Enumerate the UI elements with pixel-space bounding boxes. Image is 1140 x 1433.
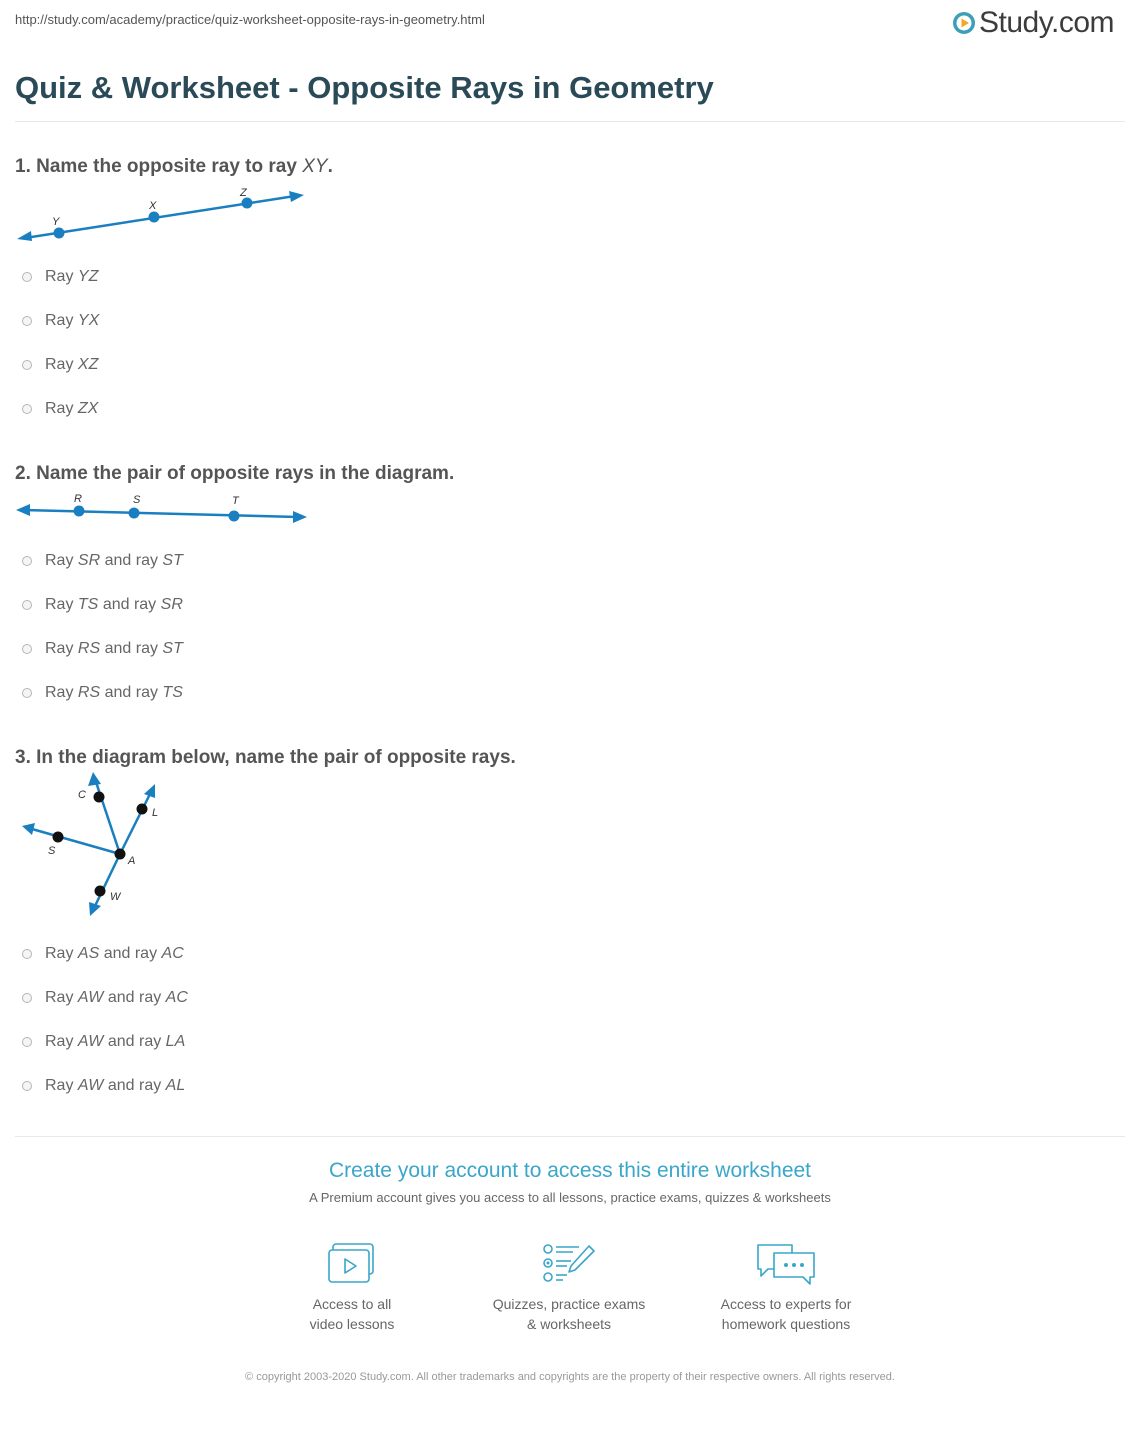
radio-button[interactable]	[22, 1037, 32, 1047]
point-l	[137, 804, 148, 815]
label-t: T	[232, 495, 239, 507]
feature-label: Quizzes, practice exams & worksheets	[492, 1296, 646, 1332]
point-r	[74, 506, 85, 517]
q2-option-3[interactable]: Ray RS and ray ST	[22, 640, 183, 658]
feature-video-lessons	[252, 1242, 452, 1334]
question-2: 2. Name the pair of opposite rays in the diagram.	[15, 463, 455, 484]
label-c: C	[78, 789, 86, 801]
label-r: R	[74, 493, 82, 505]
play-logo-icon	[952, 11, 976, 35]
q1-option-1[interactable]: Ray YZ	[22, 268, 98, 286]
radio-button[interactable]	[22, 272, 32, 282]
question-1: 1. Name the opposite ray to ray XY.	[15, 156, 333, 177]
feature-experts	[686, 1242, 886, 1334]
feature-label: Access to experts for homework questions	[720, 1296, 852, 1332]
point-x	[149, 212, 160, 223]
label-w: W	[110, 891, 121, 903]
radio-button[interactable]	[22, 556, 32, 566]
video-lessons-icon	[326, 1242, 378, 1286]
q3-option-4[interactable]: Ray AW and ray AL	[22, 1077, 185, 1095]
divider	[15, 1136, 1125, 1137]
q3-option-2[interactable]: Ray AW and ray AC	[22, 989, 188, 1007]
cta-subtitle: A Premium account gives you access to all lessons, practice exams, quizzes & worksheets	[309, 1190, 831, 1205]
radio-button[interactable]	[22, 404, 32, 414]
arrowhead-w	[89, 902, 101, 916]
radio-button[interactable]	[22, 644, 32, 654]
q1-option-2[interactable]: Ray YX	[22, 312, 99, 330]
arrowhead-c	[88, 772, 101, 786]
radio-button[interactable]	[22, 1081, 32, 1091]
q2-option-1[interactable]: Ray SR and ray ST	[22, 552, 183, 570]
q1-option-3[interactable]: Ray XZ	[22, 356, 98, 374]
arrowhead-l	[144, 784, 155, 798]
line-yxz	[25, 196, 295, 238]
copyright-notice: © copyright 2003-2020 Study.com. All other trademarks and copyrights are the property of their respective owners. All rights reserved.	[245, 1371, 895, 1383]
chat-experts-icon	[754, 1242, 818, 1286]
radio-button[interactable]	[22, 993, 32, 1003]
label-a: A	[128, 855, 136, 867]
radio-button[interactable]	[22, 688, 32, 698]
ray-as	[32, 829, 120, 854]
label-x: X	[149, 200, 157, 212]
create-account-link[interactable]: Create your account to access this entire worksheet	[328, 1159, 812, 1182]
line-rst	[23, 510, 298, 517]
point-s	[129, 508, 140, 519]
question-3: 3. In the diagram below, name the pair of opposite rays.	[15, 747, 516, 768]
feature-label: Access to all video lessons	[309, 1296, 395, 1332]
q2-option-4[interactable]: Ray RS and ray TS	[22, 684, 183, 702]
diagram-line-yxz	[15, 186, 315, 246]
radio-button[interactable]	[22, 600, 32, 610]
ray-al	[120, 794, 150, 854]
point-z	[242, 198, 253, 209]
label-s: S	[48, 845, 56, 857]
divider	[15, 121, 1125, 122]
page-title: Quiz & Worksheet - Opposite Rays in Geometry	[15, 70, 714, 105]
quiz-checklist-icon	[541, 1242, 597, 1286]
radio-button[interactable]	[22, 360, 32, 370]
diagram-line-rst	[15, 490, 315, 530]
q1-option-4[interactable]: Ray ZX	[22, 400, 98, 418]
point-w	[95, 886, 106, 897]
brand-name: Study.com	[979, 6, 1114, 39]
arrowhead-left	[17, 231, 32, 241]
label-z: Z	[240, 187, 247, 199]
point-c	[94, 792, 105, 803]
q3-option-3[interactable]: Ray AW and ray LA	[22, 1033, 185, 1051]
q2-option-2[interactable]: Ray TS and ray SR	[22, 596, 183, 614]
point-t	[229, 511, 240, 522]
q3-option-1[interactable]: Ray AS and ray AC	[22, 945, 184, 963]
arrowhead-right	[293, 511, 307, 523]
radio-button[interactable]	[22, 316, 32, 326]
point-s	[53, 832, 64, 843]
point-y	[54, 228, 65, 239]
radio-button[interactable]	[22, 949, 32, 959]
arrowhead-right	[289, 191, 304, 202]
diagram-rays-a	[15, 770, 195, 920]
label-l: L	[152, 807, 159, 819]
label-y: Y	[52, 216, 60, 228]
page-url: http://study.com/academy/practice/quiz-worksheet-opposite-rays-in-geometry.html	[15, 12, 485, 27]
point-a	[115, 849, 126, 860]
label-s: S	[133, 494, 141, 506]
feature-quizzes	[469, 1242, 669, 1334]
arrowhead-left	[16, 504, 30, 516]
study-logo[interactable]	[952, 6, 1114, 40]
arrowhead-s	[22, 823, 35, 835]
